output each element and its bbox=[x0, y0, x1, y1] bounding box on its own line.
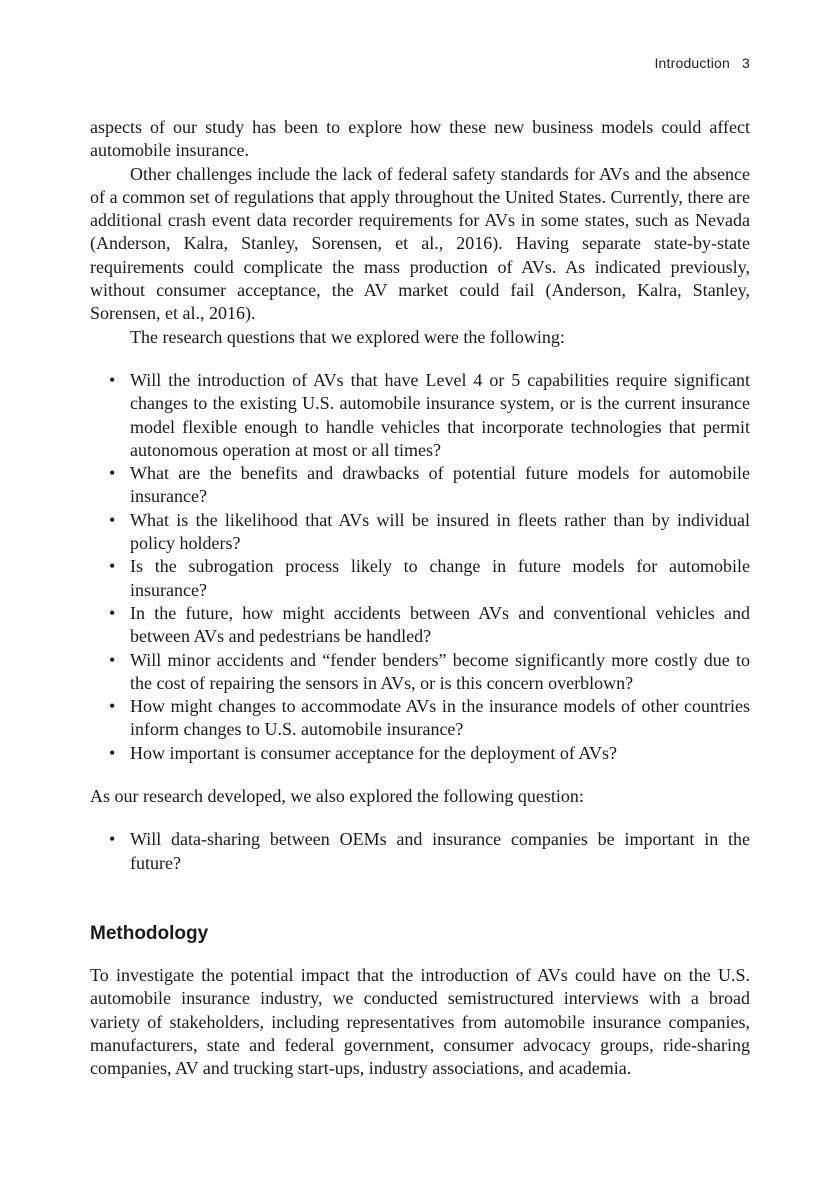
paragraph-continuation: aspects of our study has been to explore how these new business models could affect automobile insurance. bbox=[90, 117, 750, 161]
list-item: • Is the subrogation process likely to change in future models for automobile insurance? bbox=[90, 555, 750, 602]
list-item: • How important is consumer acceptance for the deployment of AVs? bbox=[90, 742, 750, 765]
list-item: • Will data-sharing between OEMs and insurance companies be important in the future? bbox=[90, 828, 750, 875]
paragraph-research-intro: The research questions that we explored were the following: bbox=[130, 326, 565, 347]
list-item: • Will the introduction of AVs that have Level 4 or 5 capabilities require significant changes to the existing U.S. automobile insurance system, or is the current insurance model flexible enough to handle vehicles that incorporate technologies that permit autonomous operation at most or all times? bbox=[90, 369, 750, 462]
list-item: • What are the benefits and drawbacks of potential future models for automobile insurance? bbox=[90, 462, 750, 509]
section-heading-methodology: Methodology bbox=[90, 922, 209, 944]
paragraph-challenges: Other challenges include the lack of federal safety standards for AVs and the absence of a common set of regulations that apply throughout the United States. Currently, there are additional crash event data recorder requirements for AVs in some states, such as Nevada (Anderson, Kalra, Stanley, Sorensen, et al., 2016). Having separate state-by-state requirements could complicate the mass production of AVs. As indicated previously, without consumer acceptance, the AV market could fail (Anderson, Kalra, Stanley, Sorensen, et al., 2016). bbox=[90, 163, 750, 324]
list-item: • What is the likelihood that AVs will be insured in fleets rather than by individual policy holders? bbox=[90, 509, 750, 556]
list-item: • Will minor accidents and “fender benders” become significantly more costly due to the cost of repairing the sensors in AVs, or is this concern overblown? bbox=[90, 649, 750, 696]
paragraph-additional-intro: As our research developed, we also explored the following question: bbox=[90, 786, 584, 807]
list-item: • In the future, how might accidents between AVs and conventional vehicles and between AVs and pedestrians be handled? bbox=[90, 602, 750, 649]
body-text bbox=[90, 116, 750, 1080]
additional-questions-list bbox=[90, 828, 750, 875]
list-item: • How might changes to accommodate AVs in the insurance models of other countries inform changes to U.S. automobile insurance? bbox=[90, 695, 750, 742]
running-header bbox=[654, 55, 750, 71]
running-header-title: Introduction bbox=[654, 55, 730, 71]
research-questions-list bbox=[90, 369, 750, 765]
paragraph-methodology: To investigate the potential impact that the introduction of AVs could have on the U.S. automobile insurance industry, we conducted semistructured interviews with a broad variety of stakeholders, including representatives from automobile insurance companies, manufacturers, state and federal government, consumer advocacy groups, ride-sharing companies, AV and trucking start-ups, industry associations, and academia. bbox=[90, 964, 750, 1079]
page-number: 3 bbox=[742, 55, 750, 71]
